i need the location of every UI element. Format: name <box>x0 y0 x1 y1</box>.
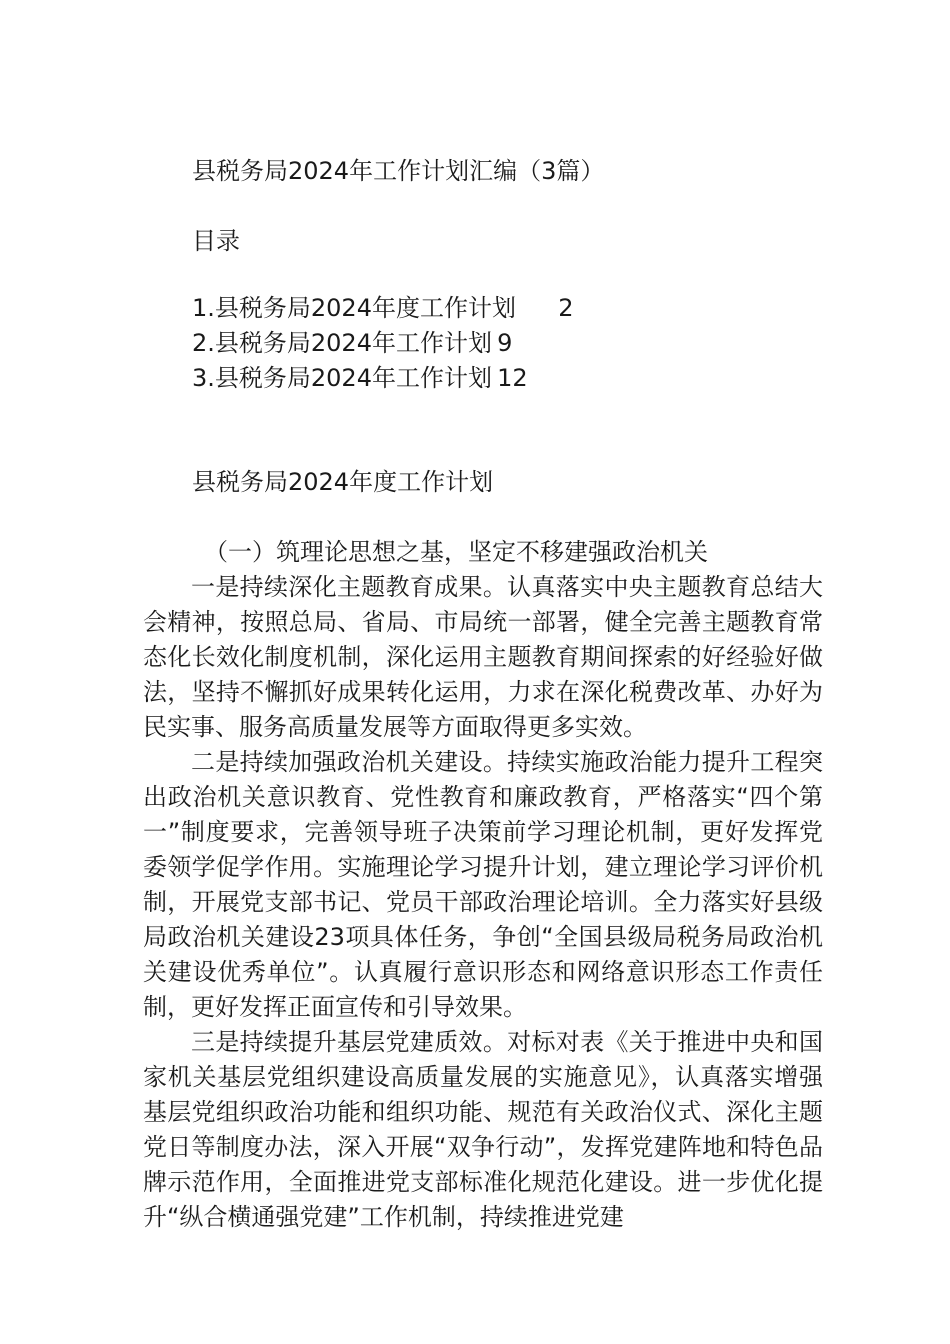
document-title: 县税务局2024年工作计划汇编（3篇） <box>192 157 605 185</box>
toc-entry: 3.县税务局2024年工作计划 12 <box>192 364 528 392</box>
toc-entry: 2.县税务局2024年工作计划 9 <box>192 329 513 357</box>
toc-heading: 目录 <box>192 227 240 255</box>
section-title: 县税务局2024年度工作计划 <box>192 468 494 496</box>
toc-entry: 1.县税务局2024年度工作计划 2 <box>192 294 574 322</box>
subsection-heading: （一）筑理论思想之基，坚定不移建强政治机关 <box>204 538 708 566</box>
body-paragraph: 三是持续提升基层党建质效。对标对表《关于推进中央和国家机关基层党组织建设高质量发展的实施意见》，认真落实增强基层党组织政治功能和组织功能、规范有关政治仪式、深化主题党日等制度办法，深入开展“双争行动”，发挥党建阵地和特色品牌示范作用，全面推进党支部标准化规范化建设。进一步优化提升“纵合横通强党建”工作机制，持续推进党建 <box>143 1028 823 1231</box>
body-paragraph: 二是持续加强政治机关建设。持续实施政治能力提升工程突出政治机关意识教育、党性教育和廉政教育，严格落实“四个第一”制度要求，完善领导班子决策前学习理论机制，更好发挥党委领学促学作用。实施理论学习提升计划，建立理论学习评价机制，开展党支部书记、党员干部政治理论培训。全力落实好县级局政治机关建设23项具体任务，争创“全国县级局税务局政治机关建设优秀单位”。认真履行意识形态和网络意识形态工作责任制，更好发挥正面宣传和引导效果。 <box>143 748 823 1021</box>
body-paragraph: 一是持续深化主题教育成果。认真落实中央主题教育总结大会精神，按照总局、省局、市局统一部署，健全完善主题教育常态化长效化制度机制，深化运用主题教育期间探索的好经验好做法，坚持不懈抓好成果转化运用，力求在深化税费改革、办好为民实事、服务高质量发展等方面取得更多实效。 <box>143 573 823 741</box>
